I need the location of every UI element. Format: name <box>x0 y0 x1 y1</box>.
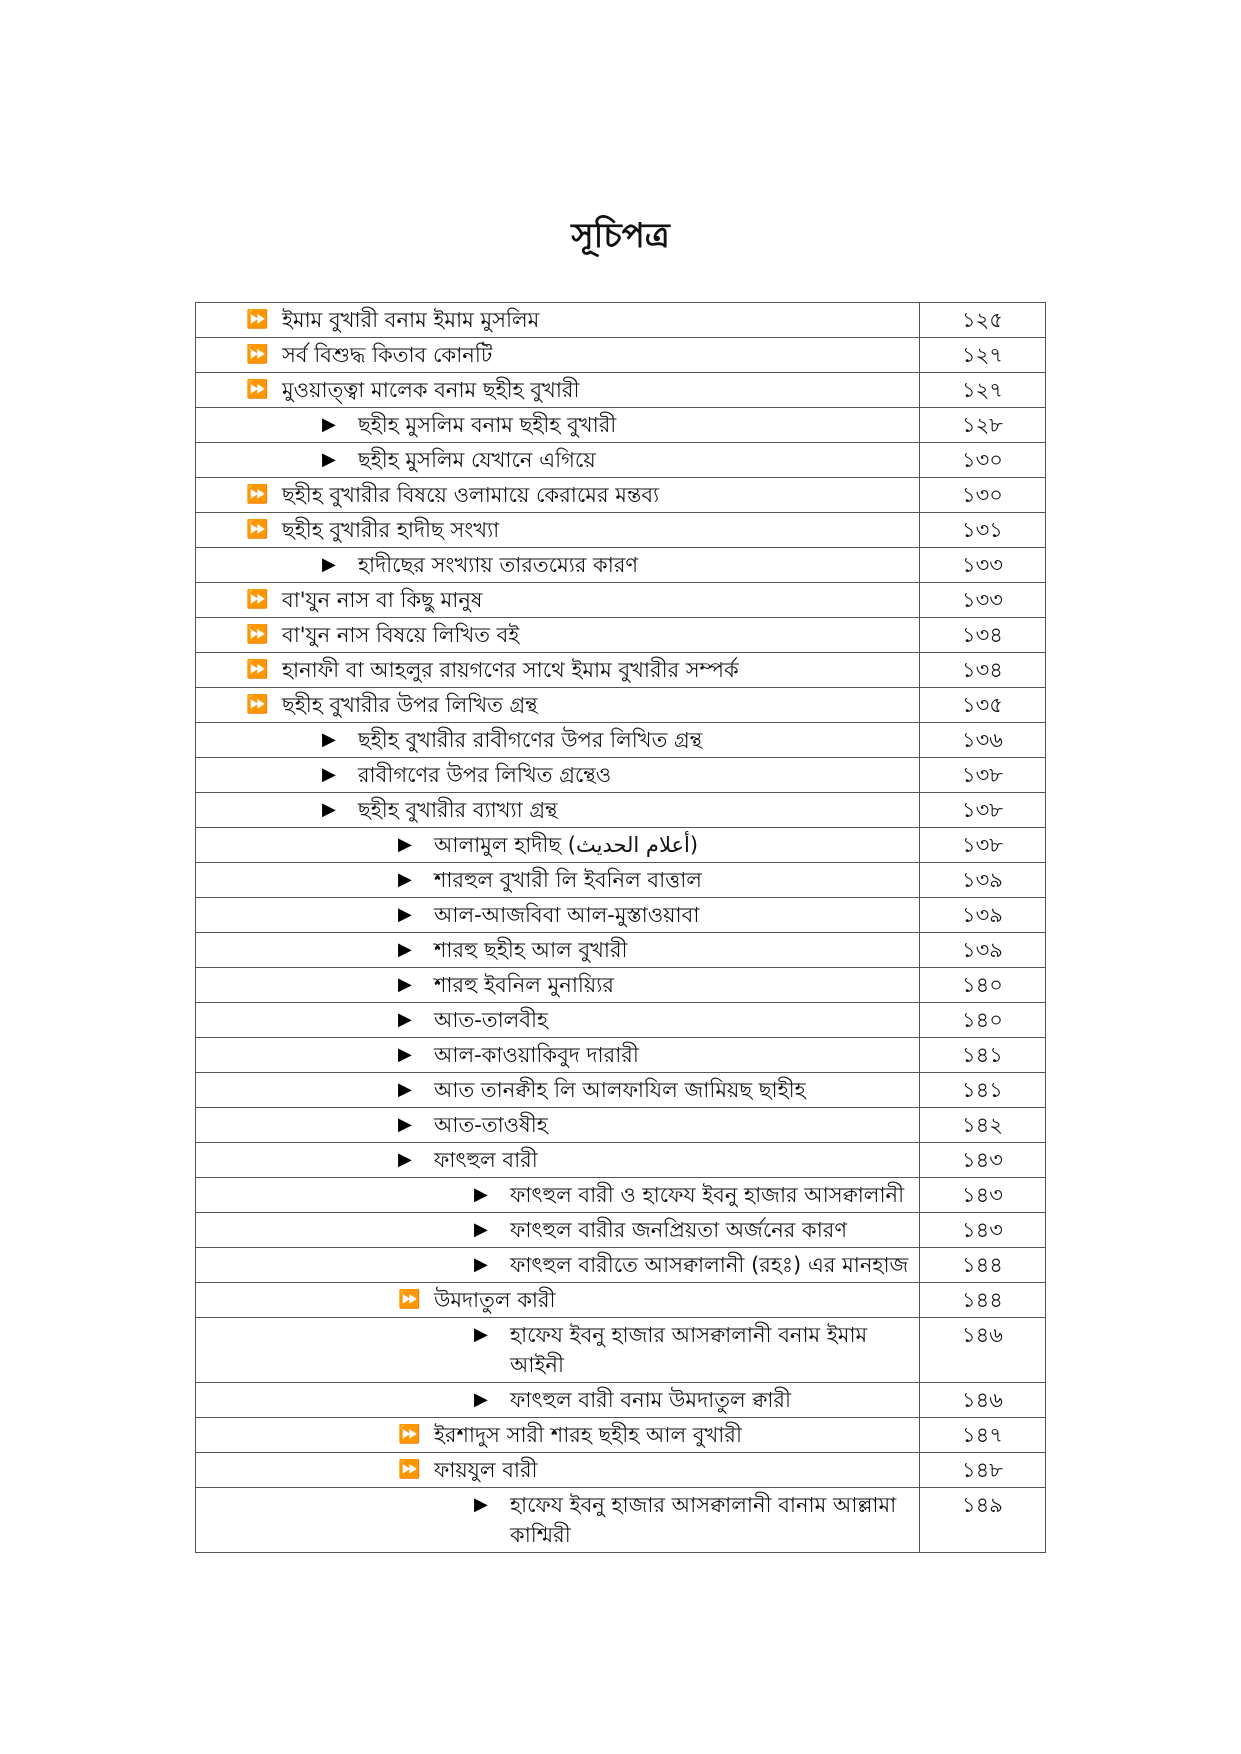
toc-page-number: ১৪৩ <box>920 1178 1046 1213</box>
toc-title-cell <box>196 1488 920 1553</box>
toc-row <box>196 968 1046 1003</box>
toc-title-cell <box>196 723 920 758</box>
toc-title-cell <box>196 618 920 653</box>
toc-row <box>196 1453 1046 1488</box>
toc-row <box>196 1488 1046 1553</box>
toc-entry-title: আত-তাওষীহ <box>434 1113 548 1137</box>
toc-title-cell <box>196 478 920 513</box>
toc-entry-title: আল-কাওয়াকিবুদ দারারী <box>434 1043 639 1067</box>
toc-entry <box>196 758 919 792</box>
toc-row <box>196 863 1046 898</box>
toc-title-cell <box>196 1108 920 1143</box>
toc-entry-title: শারহু ছহীহ আল বুখারী <box>434 938 628 962</box>
toc-page-number: ১৩৯ <box>920 898 1046 933</box>
toc-title-cell <box>196 513 920 548</box>
toc-row <box>196 1318 1046 1383</box>
toc-title-cell <box>196 1248 920 1283</box>
toc-row <box>196 1143 1046 1178</box>
toc-page-number: ১৩৪ <box>920 653 1046 688</box>
toc-row <box>196 723 1046 758</box>
toc-title-cell <box>196 1283 920 1318</box>
toc-entry <box>196 583 919 617</box>
toc-entry <box>196 1318 919 1382</box>
toc-page-number: ১৩৫ <box>920 688 1046 723</box>
toc-entry-title: আলামুল হাদীছ (أعلام الحديث) <box>434 833 699 857</box>
double-arrow-bullet-icon: ⏩ <box>246 659 269 680</box>
toc-entry-title: আত তানক্বীহ লি আলফাযিল জামিয়ছ ছাহীহ <box>434 1078 806 1102</box>
toc-entry <box>196 1418 919 1452</box>
arrow-bullet-icon: ▶ <box>398 1114 412 1135</box>
toc-entry <box>196 443 919 477</box>
toc-row <box>196 688 1046 723</box>
toc-entry-title: আত-তালবীহ <box>434 1008 549 1032</box>
toc-title-cell <box>196 583 920 618</box>
toc-entry <box>196 1003 919 1037</box>
toc-page-number: ১৪৬ <box>920 1318 1046 1383</box>
toc-row <box>196 1418 1046 1453</box>
toc-row <box>196 338 1046 373</box>
toc-entry-title: ফাৎহুল বারী ও হাফেয ইবনু হাজার আসক্বালানী <box>510 1183 905 1207</box>
toc-title-cell <box>196 443 920 478</box>
toc-row <box>196 583 1046 618</box>
toc-entry <box>196 1453 919 1487</box>
toc-row <box>196 408 1046 443</box>
toc-entry <box>196 898 919 932</box>
arrow-bullet-icon: ▶ <box>398 1044 412 1065</box>
toc-row <box>196 548 1046 583</box>
toc-title-cell <box>196 863 920 898</box>
toc-title-cell <box>196 1073 920 1108</box>
toc-page-number: ১৩৩ <box>920 583 1046 618</box>
toc-page-number: ১৪৪ <box>920 1248 1046 1283</box>
toc-title-cell <box>196 1383 920 1418</box>
toc-page-number: ১৩৬ <box>920 723 1046 758</box>
toc-row <box>196 758 1046 793</box>
toc-title-cell <box>196 1178 920 1213</box>
toc-body <box>196 303 1046 1553</box>
toc-page-number: ১২৮ <box>920 408 1046 443</box>
toc-page-number: ১৩৮ <box>920 828 1046 863</box>
toc-entry-title: ফাৎহুল বারীতে আসক্বালানী (রহঃ) এর মানহাজ <box>510 1253 909 1277</box>
toc-entry-title: ইমাম বুখারী বনাম ইমাম মুসলিম <box>282 308 540 332</box>
toc-table <box>195 302 1046 1553</box>
toc-row <box>196 1213 1046 1248</box>
toc-entry <box>196 723 919 757</box>
toc-entry-title: শারহু ইবনিল মুনায়্যির <box>434 973 614 997</box>
toc-page-number: ১৩৯ <box>920 933 1046 968</box>
page-title: সূচিপত্র <box>571 216 670 256</box>
toc-entry-title: আল-আজবিবা আল-মুস্তাওয়াবা <box>434 903 700 927</box>
toc-page-number: ১৪৯ <box>920 1488 1046 1553</box>
toc-row <box>196 828 1046 863</box>
toc-title-cell <box>196 1213 920 1248</box>
toc-entry <box>196 828 919 862</box>
toc-page-number: ১৩৮ <box>920 793 1046 828</box>
double-arrow-bullet-icon: ⏩ <box>246 694 269 715</box>
toc-title-cell <box>196 653 920 688</box>
toc-entry <box>196 1073 919 1107</box>
toc-entry-title: হাফেয ইবনু হাজার আসক্বালানী বনাম ইমাম আইনী <box>510 1323 868 1377</box>
toc-page-number: ১৪০ <box>920 968 1046 1003</box>
double-arrow-bullet-icon: ⏩ <box>398 1289 421 1310</box>
toc-page-number: ১২৫ <box>920 303 1046 338</box>
toc-entry <box>196 513 919 547</box>
arrow-bullet-icon: ▶ <box>398 974 412 995</box>
toc-entry <box>196 548 919 582</box>
toc-entry-title: ফাৎহুল বারীর জনপ্রিয়তা অর্জনের কারণ <box>510 1218 848 1242</box>
toc-entry-title: হাদীছের সংখ্যায় তারতম্যের কারণ <box>358 553 639 577</box>
toc-row <box>196 1248 1046 1283</box>
toc-row <box>196 443 1046 478</box>
arrow-bullet-icon: ▶ <box>322 799 336 820</box>
toc-entry <box>196 478 919 512</box>
toc-row <box>196 373 1046 408</box>
toc-entry <box>196 688 919 722</box>
toc-entry-title: হানাফী বা আহলুর রায়গণের সাথে ইমাম বুখারীর সম্পর্ক <box>282 658 739 682</box>
double-arrow-bullet-icon: ⏩ <box>246 344 269 365</box>
toc-title-cell <box>196 1143 920 1178</box>
toc-entry-title: ছহীহ বুখারীর হাদীছ সংখ্যা <box>282 518 500 542</box>
toc-entry-title: বা'যুন নাস বা কিছু মানুষ <box>282 588 483 612</box>
toc-page-number: ১৩৩ <box>920 548 1046 583</box>
arrow-bullet-icon: ▶ <box>398 1149 412 1170</box>
toc-title-cell <box>196 1418 920 1453</box>
arrow-bullet-icon: ▶ <box>474 1254 488 1275</box>
toc-title-cell <box>196 1318 920 1383</box>
toc-page-number: ১৩০ <box>920 443 1046 478</box>
toc-page-number: ১৪৩ <box>920 1213 1046 1248</box>
toc-entry-title: ছহীহ মুসলিম বনাম ছহীহ বুখারী <box>358 413 617 437</box>
toc-row <box>196 1003 1046 1038</box>
double-arrow-bullet-icon: ⏩ <box>246 484 269 505</box>
toc-title-cell <box>196 688 920 723</box>
toc-page-number: ১৪১ <box>920 1073 1046 1108</box>
toc-title-cell <box>196 548 920 583</box>
toc-page-number: ১৩৯ <box>920 863 1046 898</box>
toc-entry <box>196 1213 919 1247</box>
toc-row <box>196 1038 1046 1073</box>
toc-entry <box>196 303 919 337</box>
arrow-bullet-icon: ▶ <box>474 1494 488 1515</box>
toc-title-cell <box>196 408 920 443</box>
toc-row <box>196 898 1046 933</box>
double-arrow-bullet-icon: ⏩ <box>398 1424 421 1445</box>
toc-title-cell <box>196 968 920 1003</box>
toc-entry-title: ছহীহ বুখারীর উপর লিখিত গ্রন্থ <box>282 693 538 717</box>
toc-title-cell <box>196 793 920 828</box>
arrow-bullet-icon: ▶ <box>398 904 412 925</box>
double-arrow-bullet-icon: ⏩ <box>246 624 269 645</box>
toc-page-number: ১৩৮ <box>920 758 1046 793</box>
toc-page-number: ১৩০ <box>920 478 1046 513</box>
toc-entry <box>196 1178 919 1212</box>
toc-entry-title: ছহীহ বুখারীর রাবীগণের উপর লিখিত গ্রন্থ <box>358 728 703 752</box>
toc-entry-title: সর্ব বিশুদ্ধ কিতাব কোনটি <box>282 343 493 367</box>
toc-entry-title: ছহীহ মুসলিম যেখানে এগিয়ে <box>358 448 596 472</box>
toc-row <box>196 1178 1046 1213</box>
toc-title-cell <box>196 1003 920 1038</box>
toc-page-number: ১৪১ <box>920 1038 1046 1073</box>
toc-row <box>196 618 1046 653</box>
arrow-bullet-icon: ▶ <box>398 1079 412 1100</box>
toc-entry <box>196 618 919 652</box>
double-arrow-bullet-icon: ⏩ <box>246 519 269 540</box>
arrow-bullet-icon: ▶ <box>322 554 336 575</box>
double-arrow-bullet-icon: ⏩ <box>246 589 269 610</box>
toc-row <box>196 1073 1046 1108</box>
toc-page-number: ১৩১ <box>920 513 1046 548</box>
arrow-bullet-icon: ▶ <box>398 869 412 890</box>
toc-title-cell <box>196 1453 920 1488</box>
toc-page-number: ১৪৩ <box>920 1143 1046 1178</box>
toc-entry <box>196 1248 919 1282</box>
toc-entry <box>196 933 919 967</box>
toc-entry-title: শারহুল বুখারী লি ইবনিল বাত্তাল <box>434 868 702 892</box>
arrow-bullet-icon: ▶ <box>398 1009 412 1030</box>
toc-page-number: ১৪৬ <box>920 1383 1046 1418</box>
arrow-bullet-icon: ▶ <box>398 834 412 855</box>
toc-entry <box>196 1383 919 1417</box>
toc-row <box>196 1383 1046 1418</box>
toc-title-cell <box>196 338 920 373</box>
toc-title-cell <box>196 758 920 793</box>
double-arrow-bullet-icon: ⏩ <box>398 1459 421 1480</box>
arrow-bullet-icon: ▶ <box>322 449 336 470</box>
toc-entry <box>196 1108 919 1142</box>
toc-entry <box>196 373 919 407</box>
arrow-bullet-icon: ▶ <box>398 939 412 960</box>
toc-page-number: ১৪৪ <box>920 1283 1046 1318</box>
toc-entry-title: উমদাতুল কারী <box>434 1288 556 1312</box>
toc-title-cell <box>196 898 920 933</box>
toc-entry-title: হাফেয ইবনু হাজার আসক্বালানী বানাম আল্লামা কাশ্মিরী <box>510 1493 897 1547</box>
toc-title-cell <box>196 828 920 863</box>
toc-entry-title: রাবীগণের উপর লিখিত গ্রন্থেও <box>358 763 612 787</box>
toc-row <box>196 303 1046 338</box>
arrow-bullet-icon: ▶ <box>474 1219 488 1240</box>
toc-page-number: ১৪০ <box>920 1003 1046 1038</box>
toc-page-number: ১৪২ <box>920 1108 1046 1143</box>
toc-title-cell <box>196 303 920 338</box>
arrow-bullet-icon: ▶ <box>474 1324 488 1345</box>
arrow-bullet-icon: ▶ <box>322 414 336 435</box>
toc-page-number: ১৩৪ <box>920 618 1046 653</box>
toc-row <box>196 933 1046 968</box>
toc-entry <box>196 863 919 897</box>
toc-row <box>196 478 1046 513</box>
toc-entry <box>196 793 919 827</box>
toc-title-cell <box>196 1038 920 1073</box>
arrow-bullet-icon: ▶ <box>322 764 336 785</box>
toc-title-cell <box>196 373 920 408</box>
toc-entry <box>196 338 919 372</box>
toc-entry <box>196 408 919 442</box>
arrow-bullet-icon: ▶ <box>322 729 336 750</box>
toc-entry-title: ফাৎহুল বারী বনাম উমদাতুল ক্বারী <box>510 1388 791 1412</box>
toc-entry <box>196 968 919 1002</box>
toc-title-cell <box>196 933 920 968</box>
double-arrow-bullet-icon: ⏩ <box>246 379 269 400</box>
arrow-bullet-icon: ▶ <box>474 1389 488 1410</box>
toc-entry-title: ইরশাদুস সারী শারহ ছহীহ আল বুখারী <box>434 1423 742 1447</box>
toc-entry <box>196 1283 919 1317</box>
toc-entry-title: ফায়যুল বারী <box>434 1458 538 1482</box>
toc-entry-title: বা'যুন নাস বিষয়ে লিখিত বই <box>282 623 520 647</box>
toc-entry <box>196 653 919 687</box>
toc-entry <box>196 1038 919 1072</box>
toc-row <box>196 513 1046 548</box>
double-arrow-bullet-icon: ⏩ <box>246 309 269 330</box>
toc-entry <box>196 1488 919 1552</box>
toc-row <box>196 793 1046 828</box>
toc-page-number: ১২৭ <box>920 373 1046 408</box>
toc-page-number: ১৪৭ <box>920 1418 1046 1453</box>
toc-entry-title: ছহীহ বুখারীর ব্যাখ্যা গ্রন্থ <box>358 798 558 822</box>
toc-entry-title: ফাৎহুল বারী <box>434 1148 538 1172</box>
toc-row <box>196 1108 1046 1143</box>
toc-row <box>196 1283 1046 1318</box>
toc-page-number: ১৪৮ <box>920 1453 1046 1488</box>
toc-page-number: ১২৭ <box>920 338 1046 373</box>
toc-entry <box>196 1143 919 1177</box>
arrow-bullet-icon: ▶ <box>474 1184 488 1205</box>
toc-entry-title: মুওয়াত্ত্বা মালেক বনাম ছহীহ বুখারী <box>282 378 580 402</box>
toc-row <box>196 653 1046 688</box>
toc-entry-title: ছহীহ বুখারীর বিষয়ে ওলামায়ে কেরামের মন্তব্য <box>282 483 660 507</box>
